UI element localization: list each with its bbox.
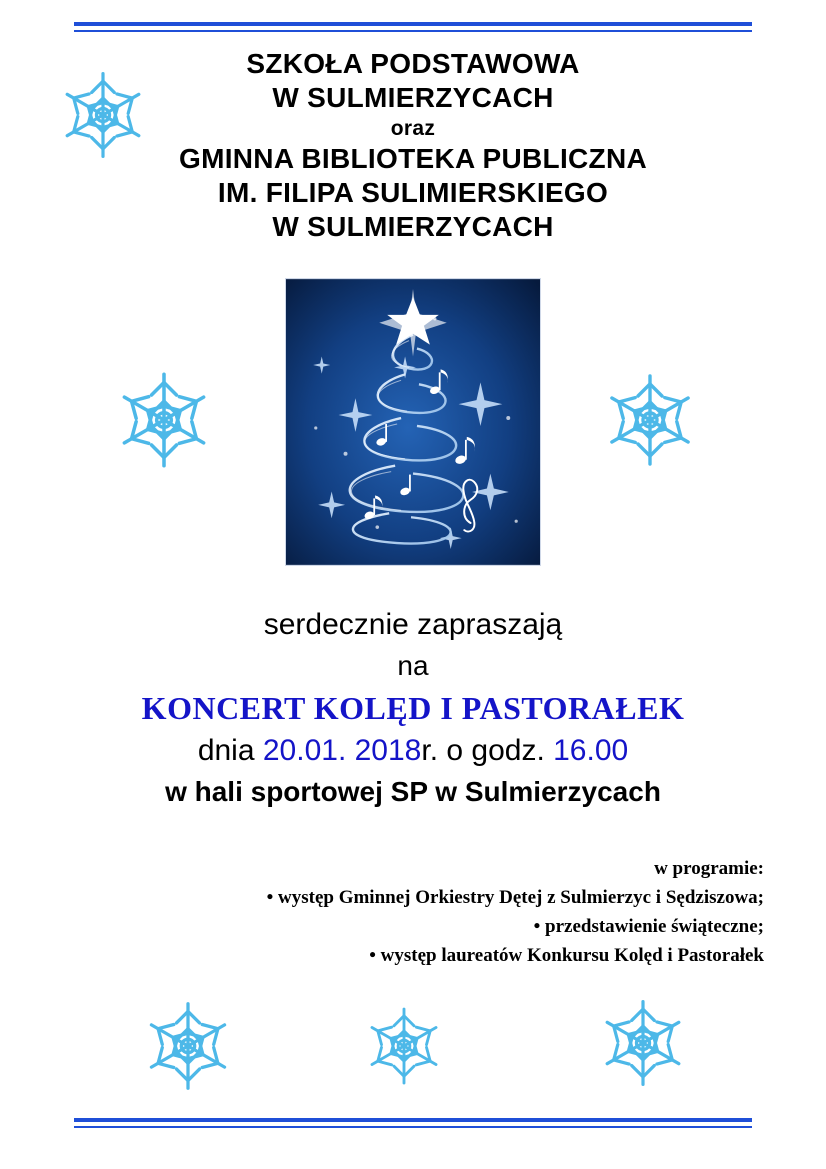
- programme-item: • występ laureatów Konkursu Kolęd i Pastorałek: [369, 945, 764, 966]
- christmas-tree-icon: [285, 278, 541, 566]
- top-divider: [74, 22, 752, 32]
- programme-block: [0, 855, 826, 970]
- header-line-1: SZKOŁA PODSTAWOWA: [246, 48, 580, 79]
- header-line-2: W SULMIERZYCACH: [272, 82, 554, 113]
- divider-thick-line: [74, 22, 752, 26]
- invitation-line-1: serdecznie zapraszają: [263, 608, 563, 641]
- divider-thin-line: [74, 30, 752, 32]
- snowflake-icon: [362, 1004, 446, 1088]
- header-line-4: GMINNA BIBLIOTEKA PUBLICZNA: [179, 143, 647, 174]
- programme-item: • występ Gminnej Orkiestry Dętej z Sulmierzyc i Sędziszowa;: [266, 887, 764, 908]
- snowflake-icon: [596, 996, 690, 1090]
- programme-title: w programie:: [654, 858, 764, 879]
- snowflake-icon: [112, 368, 216, 472]
- bottom-divider: [74, 1118, 752, 1128]
- header-line-3: oraz: [390, 117, 436, 140]
- snowflake-icon: [140, 998, 236, 1094]
- christmas-tree-image: [285, 278, 541, 566]
- snowflake-icon: [600, 370, 700, 470]
- invitation-line-2: na: [397, 650, 429, 681]
- concert-title: KONCERT KOLĘD I PASTORAŁEK: [141, 690, 685, 726]
- venue-line: w hali sportowej SP w Sulmierzycach: [165, 776, 661, 807]
- invitation-block: [0, 604, 826, 812]
- date-time-line: [0, 730, 826, 772]
- event-date: 20.01. 2018: [262, 734, 422, 767]
- divider-thin-line: [74, 1126, 752, 1128]
- header-line-6: W SULMIERZYCACH: [272, 211, 554, 242]
- snowflake-icon: [56, 68, 150, 162]
- date-prefix: dnia: [197, 734, 263, 767]
- programme-item: • przedstawienie świąteczne;: [533, 916, 764, 937]
- header-line-5: IM. FILIPA SULIMIERSKIEGO: [217, 177, 609, 208]
- event-time: 16.00: [553, 734, 629, 767]
- date-middle: r. o godz.: [421, 734, 554, 767]
- divider-thick-line: [74, 1118, 752, 1122]
